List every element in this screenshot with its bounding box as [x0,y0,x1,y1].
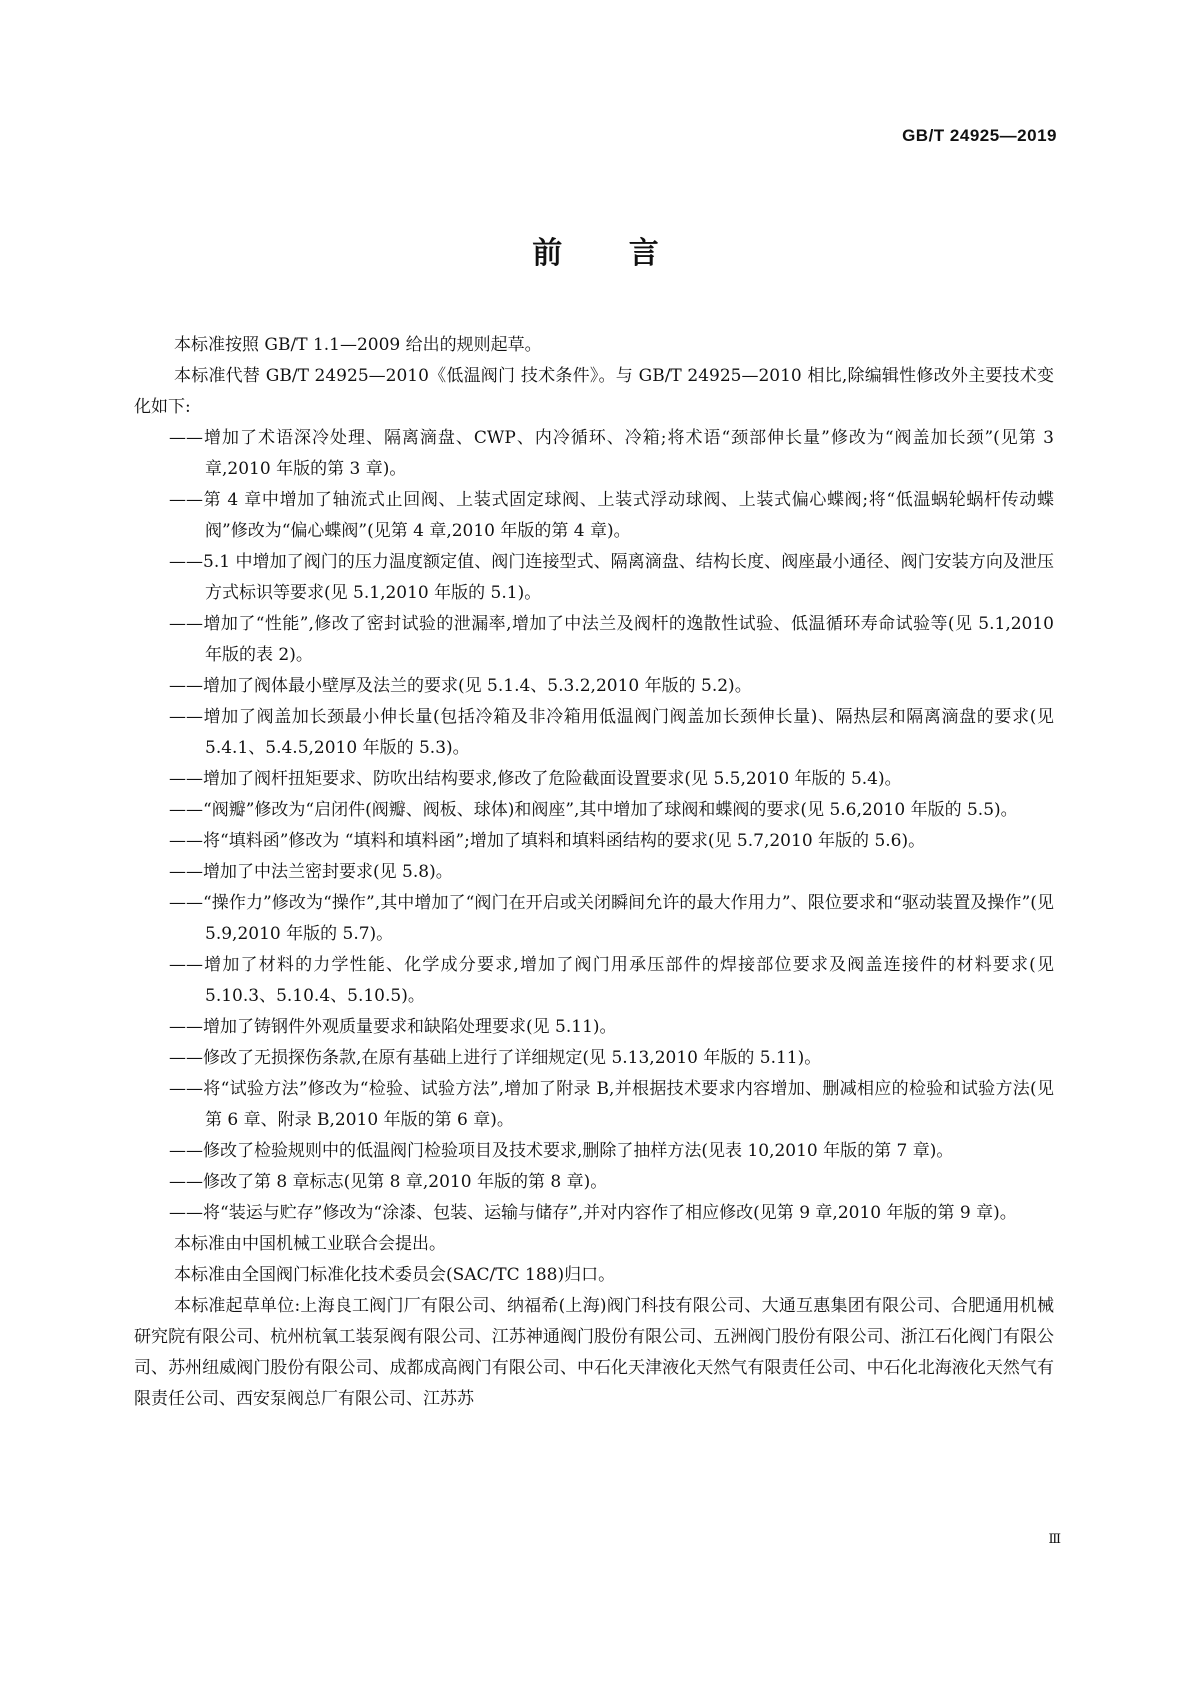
paragraph: 本标准代替 GB/T 24925—2010《低温阀门 技术条件》。与 GB/T 24925—2010 相比,除编辑性修改外主要技术变化如下: [134,366,1054,417]
list-item: ——修改了检验规则中的低温阀门检验项目及技术要求,删除了抽样方法(见表 10,2010 年版的第 7 章)。 [169,1141,954,1161]
list-item: ——增加了中法兰密封要求(见 5.8)。 [169,862,453,882]
page-number: Ⅲ [1048,1532,1061,1547]
paragraph: 本标准由全国阀门标准化技术委员会(SAC/TC 188)归口。 [174,1265,616,1285]
list-item: ——增加了阀盖加长颈最小伸长量(包括冷箱及非冷箱用低温阀门阀盖加长颈伸长量)、隔热层和隔离滴盘的要求(见 5.4.1、5.4.5,2010 年版的 5.3)。 [169,707,1054,758]
paragraph: 本标准起草单位:上海良工阀门厂有限公司、纳福希(上海)阀门科技有限公司、大通互惠集团有限公司、合肥通用机械研究院有限公司、杭州杭氧工装泵阀有限公司、江苏神通阀门股份有限公司、五洲阀门股份有限公司、浙江石化阀门有限公司、苏州纽威阀门股份有限公司、成都成高阀门有限公司、中石化天津液化天然气有限责任公司、中石化北海液化天然气有限责任公司、西安泵阀总厂有限公司、江苏苏 [134,1296,1054,1409]
list-item: ——修改了无损探伤条款,在原有基础上进行了详细规定(见 5.13,2010 年版的 5.11)。 [169,1048,822,1068]
paragraph: 本标准按照 GB/T 1.1—2009 给出的规则起草。 [174,335,542,355]
list-item: ——增加了术语深冷处理、隔离滴盘、CWP、内冷循环、冷箱;将术语“颈部伸长量”修改为“阀盖加长颈”(见第 3 章,2010 年版的第 3 章)。 [169,428,1054,479]
list-item: ——增加了铸钢件外观质量要求和缺陷处理要求(见 5.11)。 [169,1017,617,1037]
list-item: ——将“填料函”修改为 “填料和填料函”;增加了填料和填料函结构的要求(见 5.7,2010 年版的 5.6)。 [169,831,926,851]
list-item: ——“操作力”修改为“操作”,其中增加了“阀门在开启或关闭瞬间允许的最大作用力”、限位要求和“驱动装置及操作”(见 5.9,2010 年版的 5.7)。 [169,893,1054,944]
list-item: ——增加了阀杆扭矩要求、防吹出结构要求,修改了危险截面设置要求(见 5.5,2010 年版的 5.4)。 [169,769,902,789]
list-item: ——第 4 章中增加了轴流式止回阀、上装式固定球阀、上装式浮动球阀、上装式偏心蝶阀;将“低温蜗轮蜗杆传动蝶阀”修改为“偏心蝶阀”(见第 4 章,2010 年版的第 4 章)。 [169,490,1054,541]
document-body [134,330,1054,1415]
list-item: ——将“装运与贮存”修改为“涂漆、包装、运输与储存”,并对内容作了相应修改(见第 9 章,2010 年版的第 9 章)。 [169,1203,1017,1223]
list-item: ——增加了阀体最小壁厚及法兰的要求(见 5.1.4、5.3.2,2010 年版的 5.2)。 [169,676,752,696]
list-item: ——增加了“性能”,修改了密封试验的泄漏率,增加了中法兰及阀杆的逸散性试验、低温循环寿命试验等(见 5.1,2010 年版的表 2)。 [169,614,1054,665]
list-item: ——将“试验方法”修改为“检验、试验方法”,增加了附录 B,并根据技术要求内容增加、删减相应的检验和试验方法(见第 6 章、附录 B,2010 年版的第 6 章)。 [169,1079,1054,1130]
list-item: ——修改了第 8 章标志(见第 8 章,2010 年版的第 8 章)。 [169,1172,608,1192]
list-item: ——增加了材料的力学性能、化学成分要求,增加了阀门用承压部件的焊接部位要求及阀盖连接件的材料要求(见 5.10.3、5.10.4、5.10.5)。 [169,955,1054,1006]
list-item: ——“阀瓣”修改为“启闭件(阀瓣、阀板、球体)和阀座”,其中增加了球阀和蝶阀的要求(见 5.6,2010 年版的 5.5)。 [169,800,1018,820]
paragraph: 本标准由中国机械工业联合会提出。 [174,1234,446,1254]
page-title: 前 言 [532,236,687,271]
list-item: ——5.1 中增加了阀门的压力温度额定值、阀门连接型式、隔离滴盘、结构长度、阀座最小通径、阀门安装方向及泄压方式标识等要求(见 5.1,2010 年版的 5.1)。 [169,552,1054,603]
standard-code: GB/T 24925—2019 [902,126,1057,145]
